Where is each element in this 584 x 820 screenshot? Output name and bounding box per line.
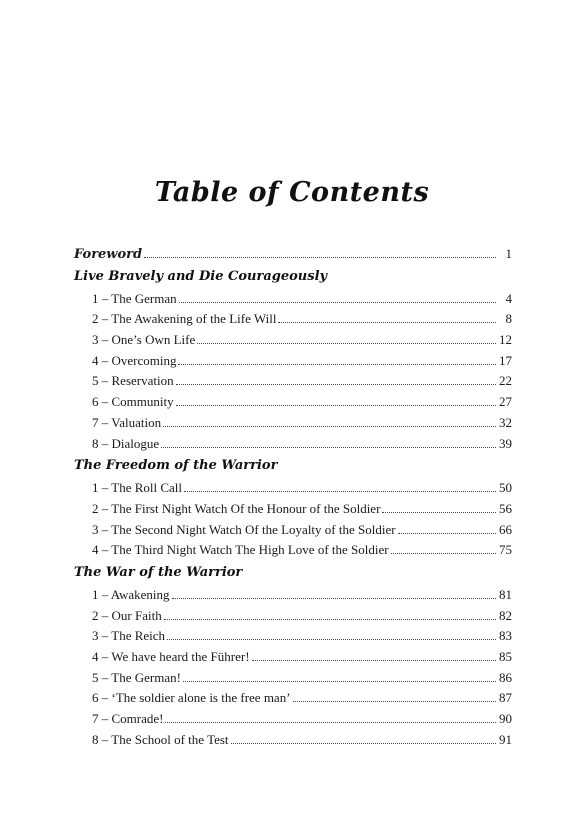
toc-entry xyxy=(74,499,512,520)
dot-leader xyxy=(178,364,496,365)
toc-entry-label: 8 – The School of the Test xyxy=(92,731,229,747)
toc-entry-label: 2 – The First Night Watch Of the Honour of the Soldier xyxy=(92,500,381,516)
dot-leader xyxy=(231,743,496,744)
toc-page-number: 81 xyxy=(499,586,512,602)
toc-entry-label: 1 – Awakening xyxy=(92,586,170,602)
toc-entry-label: 3 – One’s Own Life xyxy=(92,332,196,348)
dot-leader xyxy=(161,447,496,448)
dot-leader xyxy=(144,257,496,258)
toc-part-heading: The Freedom of the Warrior xyxy=(74,458,278,474)
dot-leader xyxy=(176,384,496,385)
toc-entry xyxy=(74,709,512,730)
toc-entry xyxy=(74,647,512,668)
dot-leader xyxy=(167,639,496,640)
toc-entry-label: 3 – The Second Night Watch Of the Loyalty of the Soldier xyxy=(92,521,396,537)
toc-page-number: 75 xyxy=(499,542,512,558)
toc-entry-label: 1 – The Roll Call xyxy=(92,480,183,496)
dot-leader xyxy=(398,533,496,534)
toc-entry-label: 7 – Comrade! xyxy=(92,711,164,727)
toc-page-number: 83 xyxy=(499,628,512,644)
toc-entry xyxy=(74,626,512,647)
table-of-contents xyxy=(74,244,512,750)
toc-page-number: 50 xyxy=(499,480,512,496)
toc-page-number: 39 xyxy=(499,435,512,451)
toc-entry xyxy=(74,413,512,434)
toc-entry xyxy=(74,668,512,689)
toc-entry xyxy=(74,392,512,413)
toc-page-number: 90 xyxy=(499,711,512,727)
dot-leader xyxy=(163,426,496,427)
toc-entry xyxy=(74,540,512,561)
dot-leader xyxy=(252,660,496,661)
toc-page-number: 56 xyxy=(499,500,512,516)
toc-entry xyxy=(74,371,512,392)
toc-page-number: 8 xyxy=(505,311,512,327)
toc-entry xyxy=(74,330,512,351)
toc-entry xyxy=(74,730,512,751)
toc-page-number: 27 xyxy=(499,394,512,410)
dot-leader xyxy=(172,598,496,599)
toc-page-number: 85 xyxy=(499,649,512,664)
toc-page-number: 17 xyxy=(499,352,512,368)
page-title: Table of Contents xyxy=(154,177,430,208)
toc-entry-label: 2 – The Awakening of the Life Will xyxy=(92,311,277,327)
toc-entry xyxy=(74,351,512,372)
toc-entry xyxy=(74,585,512,606)
toc-page-number: 66 xyxy=(499,521,512,537)
toc-entry-label: 1 – The German xyxy=(92,290,177,306)
toc-part-heading: The War of the Warrior xyxy=(74,564,243,580)
dot-leader xyxy=(165,722,496,723)
toc-page-number: 22 xyxy=(499,373,512,389)
toc-page-number: 1 xyxy=(505,246,512,261)
toc-entry-label: 7 – Valuation xyxy=(92,414,162,430)
toc-page-number: 32 xyxy=(499,414,512,430)
dot-leader xyxy=(183,681,496,682)
dot-leader xyxy=(184,491,496,492)
toc-page-number: 82 xyxy=(499,607,512,623)
dot-leader xyxy=(197,343,496,344)
toc-page-number: 4 xyxy=(505,290,512,306)
toc-entry-label: 5 – Reservation xyxy=(92,373,174,389)
toc-entry-label: 5 – The German! xyxy=(92,669,181,685)
dot-leader xyxy=(278,322,496,323)
toc-part-heading: Live Bravely and Die Courageously xyxy=(74,268,328,284)
toc-entry xyxy=(74,434,512,455)
toc-entry-label: 4 – The Third Night Watch The High Love of the Soldier xyxy=(92,542,389,558)
toc-entry xyxy=(74,606,512,627)
toc-entry-label: 3 – The Reich xyxy=(92,628,166,644)
toc-entry xyxy=(74,478,512,499)
toc-entry-label: Foreword xyxy=(74,247,143,262)
toc-entry-label: 4 – Overcoming xyxy=(92,352,177,368)
dot-leader xyxy=(382,512,496,513)
toc-entry-label: 2 – Our Faith xyxy=(92,607,162,623)
toc-page-number: 86 xyxy=(499,669,512,685)
toc-entry xyxy=(74,688,512,709)
dot-leader xyxy=(179,302,496,303)
toc-entry-label: 8 – Dialogue xyxy=(92,435,160,451)
toc-page-number: 12 xyxy=(499,332,512,348)
toc-entry-label: 4 – We have heard the Führer! xyxy=(92,649,250,664)
dot-leader xyxy=(391,553,496,554)
toc-page-number: 91 xyxy=(499,731,512,747)
dot-leader xyxy=(164,619,496,620)
dot-leader xyxy=(176,405,496,406)
toc-entry xyxy=(74,289,512,310)
toc-foreword xyxy=(74,244,512,265)
toc-entry xyxy=(74,309,512,330)
dot-leader xyxy=(293,701,496,702)
toc-entry-label: 6 – ‘The soldier alone is the free man’ xyxy=(92,690,291,706)
toc-entry xyxy=(74,520,512,541)
toc-entry-label: 6 – Community xyxy=(92,394,174,410)
toc-page-number: 87 xyxy=(499,690,512,706)
